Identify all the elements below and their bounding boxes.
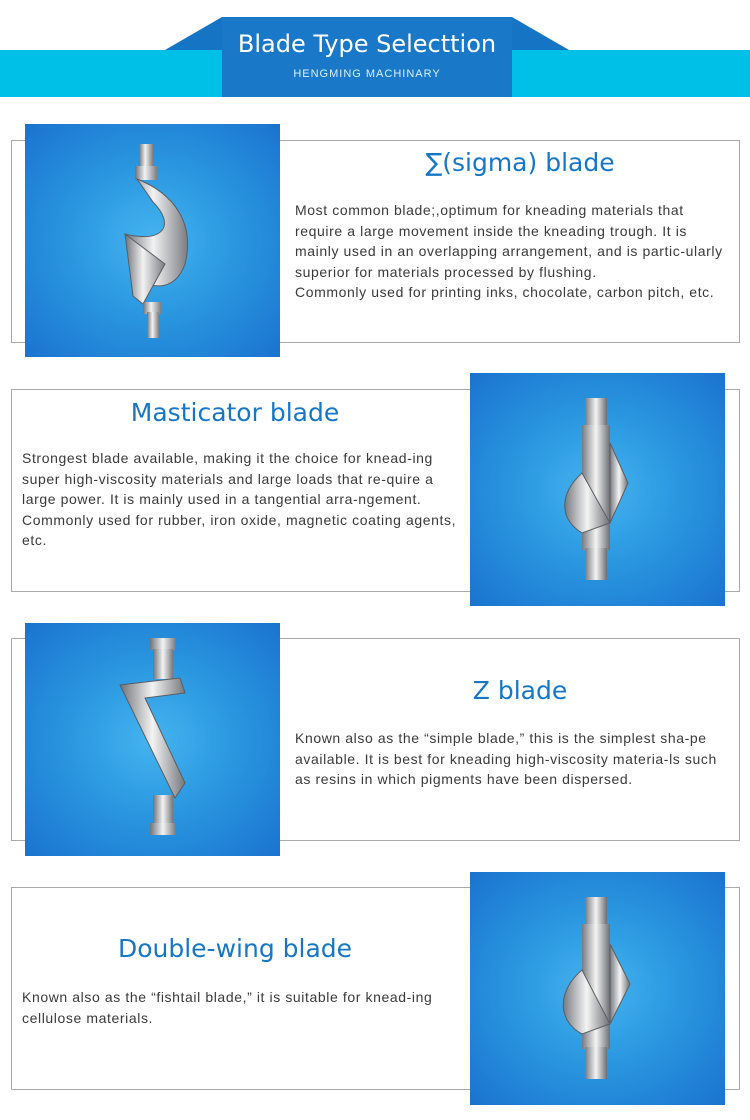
blade-description: Known also as the “fishtail blade,” it is suitable for knead-ing cellulose materials. [22,989,433,1026]
sigma-blade-icon [25,124,280,357]
blade-usage: Commonly used for printing inks, chocolate, carbon pitch, etc. [295,284,715,300]
double-wing-blade-photo [470,872,725,1105]
blade-title: Masticator blade [130,398,340,427]
blade-title: Double-wing blade [117,934,353,963]
blade-usage: Commonly used for rubber, iron oxide, magnetic coating agents, etc. [22,511,457,548]
blade-description-block [295,200,735,303]
banner-wing-right [512,17,569,50]
z-blade-icon [25,623,280,856]
sigma-blade-photo [25,124,280,357]
blade-title: Z blade [472,676,568,705]
blade-title: ∑(sigma) blade [425,148,615,177]
blade-description-block [22,987,462,1028]
masticator-blade-photo [470,373,725,606]
blade-description: Strongest blade available, making it the choice for knead-ing super high-viscosity materials and large loads that re-quire a large power. It is mainly used in a tangential arra-ngement. [22,450,434,507]
page-title: Blade Type Selecttion [237,30,497,58]
blade-description-block [295,728,735,790]
blade-description: Most common blade;,optimum for kneading materials that require a large movement inside the kneading trough. It is mainly used in an overlapping arrangement, and is partic-ularly superior for materials processed by flushing. [295,202,723,280]
blade-description-block [22,448,462,551]
z-blade-photo [25,623,280,856]
banner-wing-left [165,17,222,50]
page-subtitle: HENGMING MACHINARY [293,68,441,80]
double-wing-blade-icon [470,872,725,1105]
blade-description: Known also as the “simple blade,” this is the simplest sha-pe available. It is best for kneading high-viscosity materia-ls such as resins in which pigments have been dispersed. [295,730,717,787]
masticator-blade-icon [470,373,725,606]
